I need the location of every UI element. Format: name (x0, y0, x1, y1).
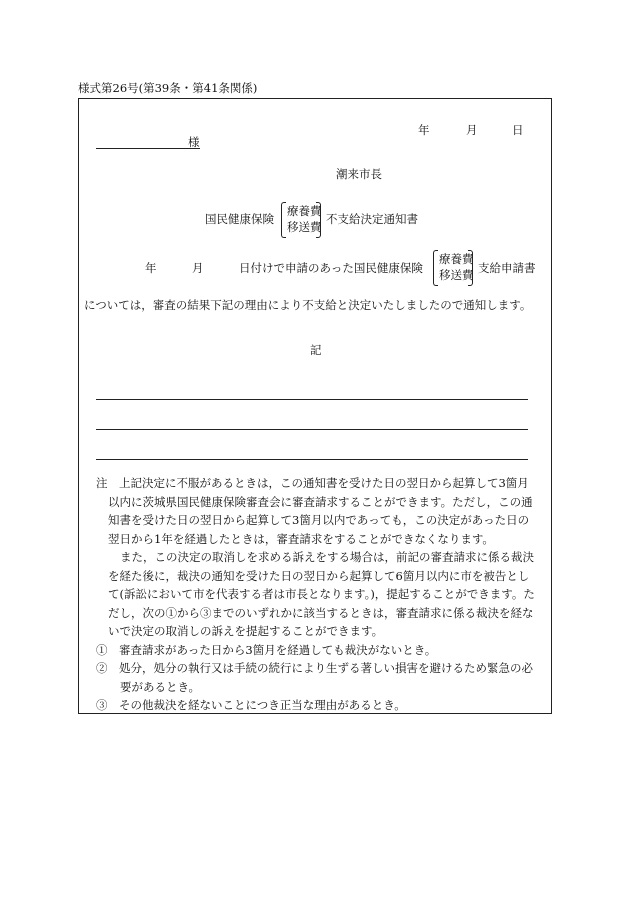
body-line-2: については，審査の結果下記の理由により不支給と決定いたしましたので通知します。 (84, 298, 532, 312)
body-brace (433, 250, 473, 284)
addressee-underline (96, 148, 200, 149)
brace-left (433, 250, 438, 286)
note-paragraph-2: また，この決定の取消しを求める訴えをする場合は，前記の審査請求に係る裁決を経た後に，裁決の通知を受けた日の翌日から起算して6箇月以内に市を被告として(訴訟において市を代表する者は市長となります。)，提起することができます。ただし，次の①から③までのいずれかに該当するときは，審査請求に係る裁決を経ないで決定の取消しの訴えを提起することができます。 (108, 550, 535, 638)
date-year-label: 年 (418, 123, 430, 137)
brace-left (281, 202, 286, 238)
addressee-suffix: 様 (188, 135, 200, 149)
title-brace (281, 202, 321, 236)
brace-item-1: 療養費 (287, 204, 322, 218)
brace-right (316, 202, 321, 238)
note-paragraph-1: 注 上記決定に不服があるときは，この通知書を受けた日の翌日から起算して3箇月以内に茨城県国民健康保険審査会に審査請求することができます。ただし，この通知書を受けた日の翌日から起算して3箇月以内であっても，この決定があった日の翌日から1年を経過したときは，審査請求をすることができなくなります。 (96, 476, 533, 546)
brace-item-2: 移送費 (287, 220, 322, 234)
reason-line-2 (96, 429, 528, 430)
note-item-3: ③ その他裁決を経ないことにつき正当な理由があるとき。 (96, 698, 406, 712)
reason-line-3 (96, 459, 528, 460)
brace-right (468, 250, 473, 286)
body-month-label: 月 (192, 261, 204, 275)
ki-heading: 記 (310, 343, 322, 357)
reason-line-1 (96, 399, 528, 400)
note-item-2: ② 処分，処分の執行又は手続の続行により生ずる著しい損害を避けるため緊急の必要があるとき。 (96, 661, 533, 694)
note-item-1: ① 審査請求があった日から3箇月を経過しても裁決がないとき。 (96, 642, 437, 657)
title-suffix: 不支給決定通知書 (326, 212, 418, 226)
notes-section (96, 474, 536, 715)
title-prefix: 国民健康保険 (205, 212, 274, 226)
form-number-header: 様式第26号(第39条・第41条関係) (78, 81, 258, 95)
date-day-label: 日 (512, 123, 524, 137)
body-year-label: 年 (145, 261, 157, 275)
brace-item-2: 移送費 (439, 268, 474, 282)
date-month-label: 月 (466, 123, 478, 137)
body-suffix-text: 支給申請書 (478, 261, 536, 275)
body-middle-text: 日付けで申請のあった国民健康保険 (239, 261, 423, 275)
brace-item-1: 療養費 (439, 252, 474, 266)
issuer-name: 潮来市長 (336, 167, 382, 181)
